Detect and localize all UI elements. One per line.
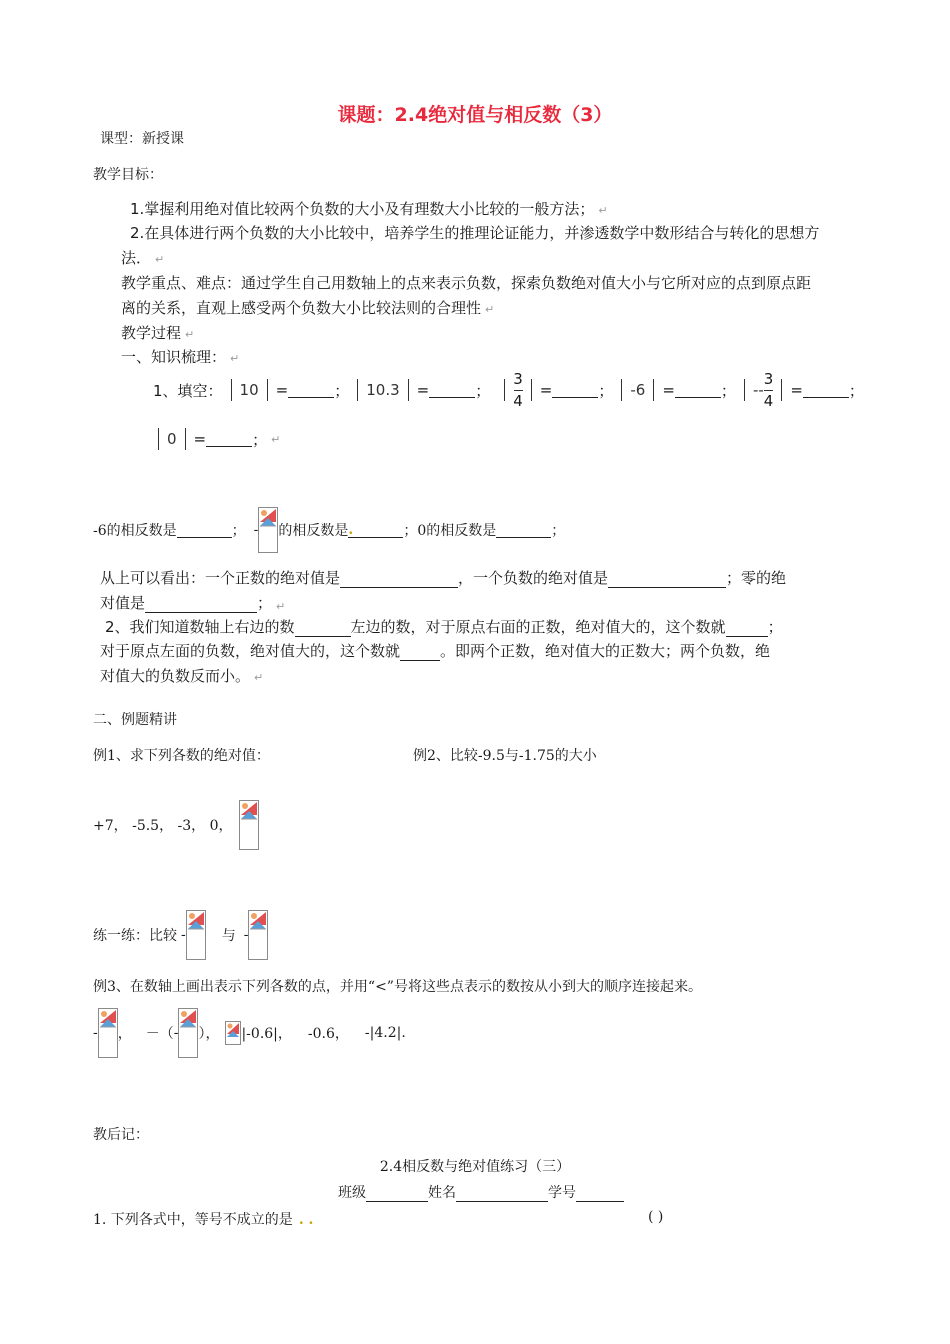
fill-label: 1、填空： <box>153 381 223 400</box>
section-1-heading <box>121 346 239 367</box>
separator: ； <box>403 523 418 539</box>
fraction-numerator: 3 <box>513 369 523 388</box>
item-2-line-1 <box>105 616 783 637</box>
paragraph-mark-icon: ↵ <box>271 432 281 446</box>
item-2-text-b: 左边的数，对于原点右面的正数，绝对值大的，这个数就 <box>350 618 726 636</box>
name-field[interactable] <box>456 1186 548 1202</box>
section-1-heading-text: 一、知识梳理： <box>121 348 227 366</box>
opposite-line <box>93 508 565 552</box>
fraction-line <box>764 390 773 391</box>
answer-blank[interactable] <box>177 522 232 538</box>
example-3-items <box>93 1008 406 1058</box>
answer-blank[interactable] <box>726 621 768 637</box>
ex3-neg-abs-4-2: -|4.2|. <box>364 1025 406 1041</box>
opposite-text-1: -6的相反数是 <box>93 523 177 539</box>
minus-sign: - <box>243 927 249 943</box>
fraction-denominator: 4 <box>763 391 774 410</box>
item-2-text-a: 2、我们知道数轴上右边的数 <box>105 618 295 636</box>
answer-blank[interactable] <box>496 522 551 538</box>
answer-blank[interactable] <box>552 382 598 398</box>
fraction-line <box>514 390 523 391</box>
broken-image-icon <box>248 910 268 960</box>
answer-blank[interactable] <box>675 382 721 398</box>
lesson-type: 课型：新授课 <box>100 131 184 147</box>
goals-heading: 教学目标： <box>93 167 163 183</box>
abs-bar <box>231 379 232 401</box>
abs-bar <box>504 379 505 401</box>
item-2-line-2 <box>100 640 770 661</box>
goal-item-2: 2.在具体进行两个负数的大小比较中，培养学生的推理论证能力，并渗透数学中数形结合与转化的思想方 <box>130 224 820 242</box>
fill-line-2 <box>150 426 280 452</box>
separator: ； <box>334 381 350 400</box>
conclusion-text-a: 从上可以看出：一个正数的绝对值是 <box>100 569 341 587</box>
dot-mark-icon: . <box>348 522 354 538</box>
example-1-numbers <box>93 800 259 850</box>
answer-blank[interactable] <box>295 621 351 637</box>
exercise-title: 2.4相反数与绝对值练习（三） <box>379 1159 571 1175</box>
key-points-line-2-text: 离的关系，直观上感受两个负数大小比较法则的合理性 <box>121 299 482 317</box>
number-field[interactable] <box>576 1186 624 1202</box>
name-label: 姓名 <box>428 1185 456 1201</box>
fraction-denominator: 4 <box>513 391 523 410</box>
paragraph-mark-icon: ↵ <box>598 204 608 217</box>
conclusion-text-b: ，一个负数的绝对值是 <box>458 569 609 587</box>
example-3: 例3、在数轴上画出表示下列各数的点，并用“<”号将这些点表示的数按从小到大的顺序连接起来。 <box>93 979 702 995</box>
answer-blank[interactable] <box>348 522 403 538</box>
minus-sign: - <box>93 1025 98 1041</box>
process-heading <box>121 322 194 343</box>
broken-image-icon <box>225 1021 241 1045</box>
ex3-open: －（ <box>145 1026 174 1042</box>
answer-blank[interactable] <box>803 382 849 398</box>
process-heading-text: 教学过程 <box>121 324 182 342</box>
abs-bar <box>781 379 782 401</box>
opposite-text-3: 0的相反数是 <box>417 523 497 539</box>
equals-sign: = <box>662 381 675 399</box>
ex3-close: ）， <box>198 1026 220 1042</box>
goal-item-1-text: 1.掌握利用绝对值比较两个负数的大小及有理数大小比较的一般方法； <box>130 200 595 218</box>
separator: ； <box>475 381 491 400</box>
goal-item-2-cont-text: 法． <box>121 249 152 267</box>
equals-sign: = <box>416 381 430 399</box>
paragraph-mark-icon: ↵ <box>155 253 165 266</box>
equals-sign: = <box>275 381 289 399</box>
separator: ； <box>252 430 268 449</box>
example-2: 例2、比较-9.5与-1.75的大小 <box>413 748 597 764</box>
conclusion-text-d: 对值是 <box>100 594 146 612</box>
paragraph-mark-icon: ↵ <box>185 328 195 341</box>
equals-sign: = <box>193 430 207 448</box>
abs-bar <box>531 379 532 401</box>
answer-blank[interactable] <box>429 382 475 398</box>
question-1 <box>93 1209 313 1229</box>
separator: ； <box>767 618 783 636</box>
class-label: 班级 <box>338 1185 366 1201</box>
practice-line <box>93 910 268 960</box>
fraction-numerator: 3 <box>763 369 774 388</box>
goal-item-1 <box>130 198 608 219</box>
ex3-comma: ， <box>117 1026 132 1042</box>
conclusion-text-c: ；零的绝 <box>726 569 787 587</box>
equals-sign: = <box>539 381 553 399</box>
fill-line-1 <box>153 370 864 410</box>
abs-bar <box>357 379 358 401</box>
question-1-text: 1. 下列各式中，等号不成立的是 <box>93 1212 293 1228</box>
section-2-heading: 二、例题精讲 <box>93 712 177 728</box>
broken-image-icon <box>258 507 278 553</box>
example-1-numbers-text: +7， -5.5， -3， 0， <box>93 818 233 834</box>
practice-and: 与 <box>221 928 236 944</box>
abs-bar <box>408 379 409 401</box>
minus-sign: - <box>173 1025 179 1041</box>
key-points-line-2 <box>121 297 494 318</box>
answer-blank[interactable] <box>608 572 726 588</box>
abs-bar <box>653 379 654 401</box>
item-2-line-3 <box>100 665 263 686</box>
fraction-3-4 <box>763 369 774 410</box>
broken-image-icon <box>239 800 259 850</box>
abs-bar <box>267 379 268 401</box>
answer-blank[interactable] <box>400 645 440 661</box>
paragraph-mark-icon: ↵ <box>276 600 286 613</box>
abs-value-0: 0 <box>167 430 177 448</box>
broken-image-icon <box>178 1008 198 1058</box>
item-2-text-d: 。即两个正数，绝对值大的正数大；两个负数，绝 <box>440 642 771 660</box>
minus-sign: - <box>253 522 259 538</box>
answer-blank[interactable] <box>206 431 252 447</box>
broken-image-icon <box>98 1008 118 1058</box>
paragraph-mark-icon: ↵ <box>254 671 264 684</box>
abs-value-10-3: 10.3 <box>366 381 400 399</box>
equals-sign: = <box>790 381 803 399</box>
practice-text: 练一练：比较 <box>93 928 177 944</box>
ex3-abs-neg-0-6: |-0.6|， <box>241 1026 292 1042</box>
example-1: 例1、求下列各数的绝对值： <box>93 748 270 764</box>
answer-blank[interactable] <box>288 382 334 398</box>
opposite-text-2: 的相反数是 <box>278 523 349 539</box>
item-2-text-e: 对值大的负数反而小。 <box>100 667 251 685</box>
fraction-3-4 <box>513 369 523 410</box>
separator: ； <box>598 381 614 400</box>
ex3-neg-0-6: -0.6， <box>307 1026 349 1042</box>
paragraph-mark-icon: ↵ <box>230 352 240 365</box>
broken-image-icon <box>186 910 206 960</box>
number-label: 学号 <box>548 1185 576 1201</box>
separator: ； <box>848 381 864 400</box>
abs-bar <box>621 379 622 401</box>
dot-mark-icon: . . <box>298 1212 314 1228</box>
abs-value-neg-6: -6 <box>630 381 646 399</box>
goal-item-2-cont <box>121 247 164 268</box>
question-1-answer-paren[interactable]: ( ) <box>648 1209 664 1225</box>
abs-bar <box>744 379 745 401</box>
class-field[interactable] <box>366 1186 428 1202</box>
minus-sign: - <box>181 927 186 943</box>
abs-value-10: 10 <box>239 381 259 399</box>
separator: ； <box>720 381 736 400</box>
conclusion-line-2 <box>100 592 285 613</box>
separator: ； <box>257 594 273 612</box>
key-points-line-1: 教学重点、难点：通过学生自己用数轴上的点来表示负数，探索负数绝对值大小与它所对应的点到原点距 <box>121 274 812 292</box>
double-minus: -- <box>752 381 764 399</box>
conclusion-line-1 <box>100 567 786 588</box>
answer-blank[interactable] <box>340 572 458 588</box>
after-note: 教后记： <box>93 1127 149 1143</box>
paragraph-mark-icon: ↵ <box>485 303 495 316</box>
separator: ； <box>551 523 566 539</box>
item-2-text-c: 对于原点左面的负数，绝对值大的，这个数就 <box>100 642 401 660</box>
abs-bar <box>158 428 159 450</box>
answer-blank[interactable] <box>145 597 257 613</box>
student-info <box>338 1182 624 1202</box>
page-title: 课题：2.4绝对值与相反数（3） <box>337 104 613 126</box>
abs-bar <box>185 428 186 450</box>
separator: ； <box>231 523 246 539</box>
